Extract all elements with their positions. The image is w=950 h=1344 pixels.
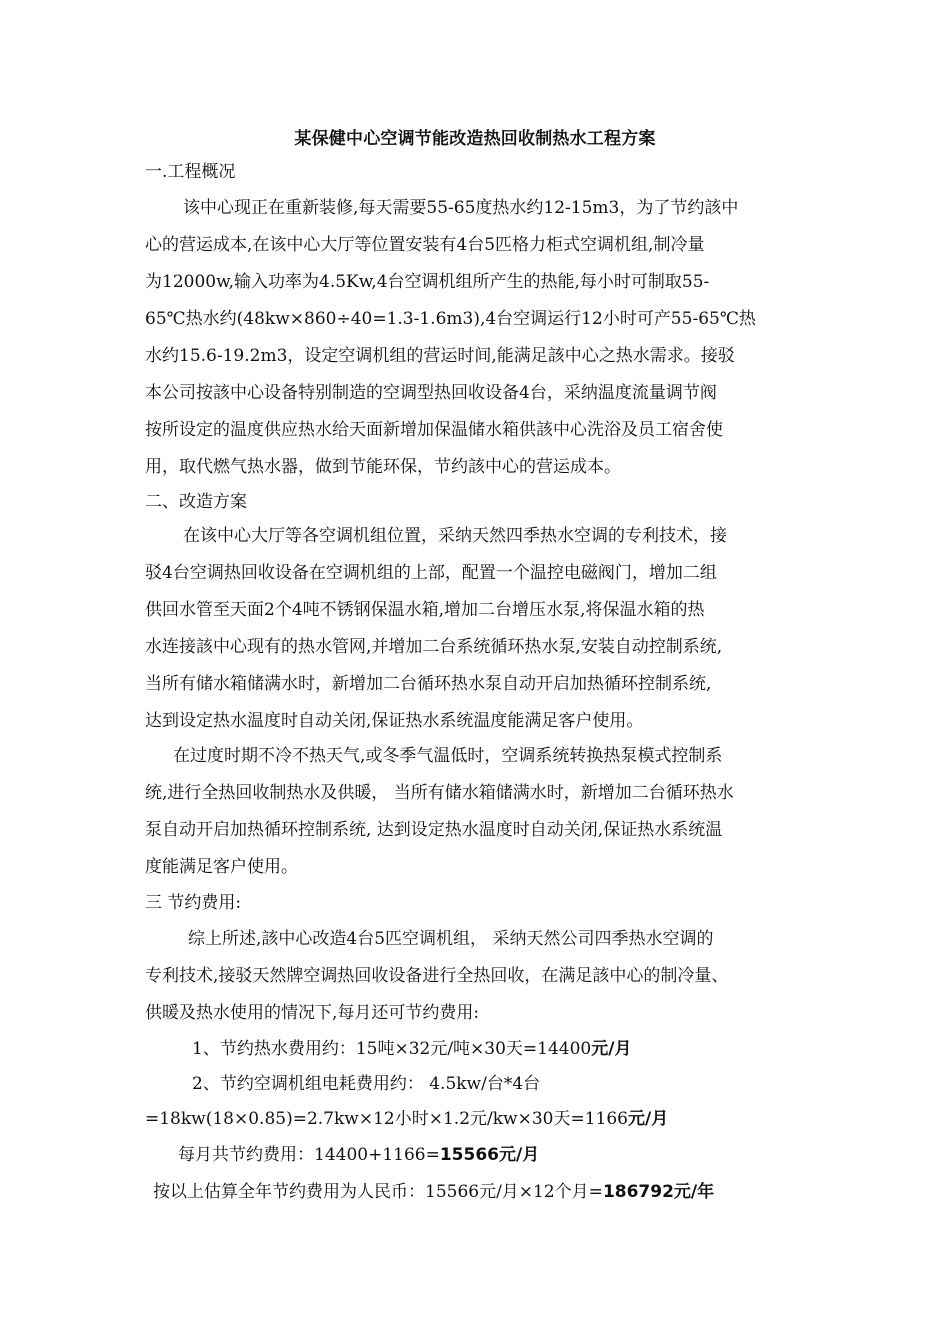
- section2-para2-line: 统,进行全热回收制热水及供暖， 当所有储水箱储满水时，新增加二台循环热水: [145, 783, 734, 803]
- section2-para2-line: 度能满足客户使用。: [145, 857, 298, 877]
- annual-savings-value: 186792元/年: [602, 1182, 715, 1202]
- section1-line: 水约15.6-19.2m3，设定空调机组的营运时间,能满足該中心之热水需求。接驳: [145, 346, 735, 366]
- saving-item-unit: 元/月: [591, 1039, 632, 1059]
- section2-line: 达到设定热水温度时自动关闭,保证热水系统温度能满足客户使用。: [145, 711, 644, 731]
- section3-line: 综上所述,該中心改造4台5匹空调机组， 采纳天然公司四季热水空调的: [188, 929, 714, 949]
- saving-item-hot-water: [192, 1037, 631, 1061]
- section3-heading: 三 节约费用:: [145, 893, 242, 913]
- section2-line: 在该中心大厅等各空调机组位置，采纳天然四季热水空调的专利技术，接: [183, 526, 727, 546]
- monthly-savings-value: 15566元/月: [439, 1145, 540, 1165]
- saving-item-unit: 元/月: [627, 1109, 669, 1129]
- annual-savings: [153, 1180, 714, 1204]
- section1-line: 心的营运成本,在该中心大厅等位置安装有4台5匹格力柜式空调机组,制冷量: [145, 235, 705, 255]
- section2-para2-line: 泵自动开启加热循环控制系统, 达到设定热水温度时自动关闭,保证热水系统温: [145, 820, 723, 840]
- section2-para2-line: 在过度时期不冷不热天气,或冬季气温低时，空调系统转换热泵模式控制系: [173, 746, 723, 766]
- document-title: 某保健中心空调节能改造热回收制热水工程方案: [294, 129, 656, 149]
- saving-item-text: 1、节约热水费用约：15吨×32元/吨×30天=14400: [192, 1039, 592, 1059]
- section1-line: 65℃热水约(48kw×860÷40=1.3-1.6m3),4台空调运行12小时可产55-65℃热: [145, 309, 756, 329]
- annual-savings-text: 按以上估算全年节约费用为人民币：15566元/月×12个月=: [153, 1182, 603, 1202]
- section1-heading: 一.工程概况: [145, 162, 236, 182]
- section3-line: 专利技术,接驳天然牌空调热回收设备进行全热回收，在满足該中心的制冷量、: [145, 966, 729, 986]
- saving-item-electricity-calc: [145, 1107, 668, 1131]
- section1-line: 用，取代燃气热水器，做到节能环保，节约該中心的营运成本。: [145, 457, 621, 477]
- section2-line: 驳4台空调热回收设备在空调机组的上部，配置一个温控电磁阀门，增加二组: [145, 563, 717, 583]
- monthly-savings-text: 每月共节约费用：14400+1166=: [178, 1145, 440, 1165]
- monthly-savings: [178, 1143, 539, 1167]
- saving-item-electricity: 2、节约空调机组电耗费用约： 4.5kw/台*4台: [192, 1074, 541, 1094]
- section1-line: 该中心现正在重新装修,每天需要55-65度热水约12-15m3，为了节约該中: [183, 198, 739, 218]
- section2-line: 当所有储水箱储满水时，新增加二台循环热水泵自动开启加热循环控制系统,: [145, 674, 712, 694]
- section2-line: 供回水管至天面2个4吨不锈钢保温水箱,增加二台增压水泵,将保温水箱的热: [145, 600, 705, 620]
- section1-line: 按所设定的温度供应热水给天面新增加保温储水箱供該中心洗浴及员工宿舍使: [145, 420, 723, 440]
- saving-item-text: =18kw(18×0.85)=2.7kw×12小时×1.2元/kw×30天=1166: [145, 1109, 628, 1129]
- section2-line: 水连接該中心现有的热水管网,并增加二台系统循环热水泵,安装自动控制系统,: [145, 637, 723, 657]
- section1-line: 本公司按該中心设备特别制造的空调型热回收设备4台，采纳温度流量调节阀: [145, 383, 717, 403]
- section1-line: 为12000w,输入功率为4.5Kw,4台空调机组所产生的热能,每小时可制取55-: [145, 272, 710, 292]
- section3-line: 供暖及热水使用的情况下,每月还可节约费用:: [145, 1003, 480, 1023]
- section2-heading: 二、改造方案: [145, 492, 247, 512]
